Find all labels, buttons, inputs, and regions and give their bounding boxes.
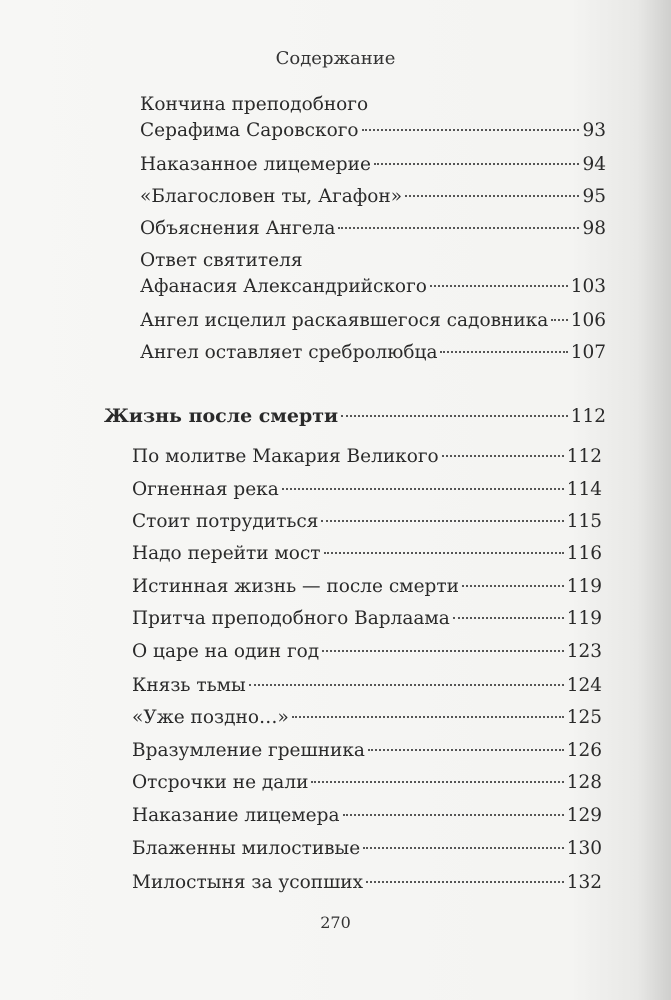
toc-entry <box>132 477 602 503</box>
toc-entry-page: 126 <box>566 740 602 761</box>
dot-leader <box>442 455 564 457</box>
toc-entry <box>132 870 602 896</box>
toc-entry <box>140 340 606 366</box>
toc-entry <box>132 444 602 470</box>
dot-leader <box>405 195 579 197</box>
dot-leader <box>430 285 568 287</box>
dot-leader <box>322 650 564 652</box>
toc-entry-title: Наказанное лицемерие <box>140 154 371 175</box>
toc-entry-title: Ангел оставляет сребролюбца <box>140 342 438 363</box>
dot-leader <box>338 227 579 229</box>
dot-leader <box>453 617 564 619</box>
toc-entry-page: 125 <box>566 707 602 728</box>
toc-entry <box>132 541 602 567</box>
toc-entry-title: Вразумление грешника <box>132 740 365 761</box>
toc-entry-page: 119 <box>566 576 602 597</box>
dot-leader <box>311 781 563 783</box>
toc-entry-page: 94 <box>582 154 606 175</box>
toc-entry-title: Наказание лицемера <box>132 805 340 826</box>
dot-leader <box>551 319 567 321</box>
toc-entry-title: По молитве Макария Великого <box>132 446 439 467</box>
toc-entry-page: 124 <box>566 675 602 696</box>
toc-entry-title: Серафима Саровского <box>140 120 359 141</box>
toc-entry-page: 107 <box>570 342 606 363</box>
toc-entry-page: 106 <box>570 310 606 331</box>
section-page: 112 <box>570 406 606 427</box>
toc-entry-page: 95 <box>582 186 606 207</box>
toc-entry-page: 93 <box>582 120 606 141</box>
dot-leader <box>363 847 563 849</box>
toc-entry-title: Притча преподобного Варлаама <box>132 608 450 629</box>
dot-leader <box>341 415 568 417</box>
dot-leader <box>368 749 564 751</box>
toc-entry-title: Афанасия Александрийского <box>140 276 427 297</box>
dot-leader <box>249 684 564 686</box>
page-number: 270 <box>320 913 351 932</box>
toc-entry-title: Блаженны милостивые <box>132 838 361 859</box>
toc-entry-title: Князь тьмы <box>132 675 246 696</box>
dot-leader <box>462 585 564 587</box>
toc-entry <box>132 738 602 764</box>
toc-entry-title: Милостыня за усопших <box>132 872 364 893</box>
dot-leader <box>440 351 567 353</box>
toc-entry-page: 123 <box>566 641 602 662</box>
toc-entry <box>140 92 606 144</box>
section-heading <box>104 403 606 430</box>
dot-leader <box>374 163 580 165</box>
toc-entry-page: 115 <box>566 511 602 532</box>
toc-entry <box>140 184 606 210</box>
toc-entry-page: 114 <box>566 479 602 500</box>
toc-entry-title: Ангел исцелил раскаявшегося садовника <box>140 310 549 331</box>
toc-entry-title-line1: Кончина преподобного <box>140 94 369 115</box>
toc-entry-title: О царе на один год <box>132 641 320 662</box>
toc-entry-page: 129 <box>566 805 602 826</box>
toc-entry-page: 116 <box>566 543 602 564</box>
toc-entry <box>132 803 602 829</box>
section-title: Жизнь после смерти <box>104 405 339 427</box>
dot-leader <box>292 716 564 718</box>
toc-entry <box>132 705 602 731</box>
dot-leader <box>321 520 563 522</box>
dot-leader <box>366 881 564 883</box>
dot-leader <box>282 488 564 490</box>
toc-entry-page: 132 <box>566 872 602 893</box>
toc-entry <box>132 836 602 862</box>
toc-entry <box>132 770 602 796</box>
toc-entry <box>132 509 602 535</box>
toc-entry <box>132 673 602 699</box>
running-header: Содержание <box>275 48 396 69</box>
toc-entry-page: 119 <box>566 608 602 629</box>
toc-entry <box>132 574 602 600</box>
toc-entry-title: Стоит потрудиться <box>132 511 319 532</box>
toc-entry <box>132 606 602 632</box>
toc-entry <box>140 152 606 178</box>
toc-entry-title: Отсрочки не дали <box>132 772 309 793</box>
toc-entry-page: 112 <box>566 446 602 467</box>
toc-entry-title: «Благословен ты, Агафон» <box>140 186 403 207</box>
dot-leader <box>343 814 564 816</box>
toc-entry-page: 130 <box>566 838 602 859</box>
toc-entry-title: Истинная жизнь — после смерти <box>132 576 459 597</box>
toc-entry-title: Объяснения Ангела <box>140 218 336 239</box>
toc-entry-page: 128 <box>566 772 602 793</box>
toc-entry <box>140 308 606 334</box>
toc-entry <box>140 216 606 242</box>
dot-leader <box>362 129 580 131</box>
toc-entry-title: Огненная река <box>132 479 279 500</box>
toc-entry-title: Надо перейти мост <box>132 543 321 564</box>
toc-entry <box>132 639 602 665</box>
toc-entry <box>140 248 606 300</box>
toc-entry-page: 98 <box>582 218 606 239</box>
dot-leader <box>324 552 564 554</box>
toc-entry-title-line1: Ответ святителя <box>140 250 303 271</box>
toc-entry-title: «Уже поздно…» <box>132 707 289 728</box>
toc-entry-page: 103 <box>570 276 606 297</box>
